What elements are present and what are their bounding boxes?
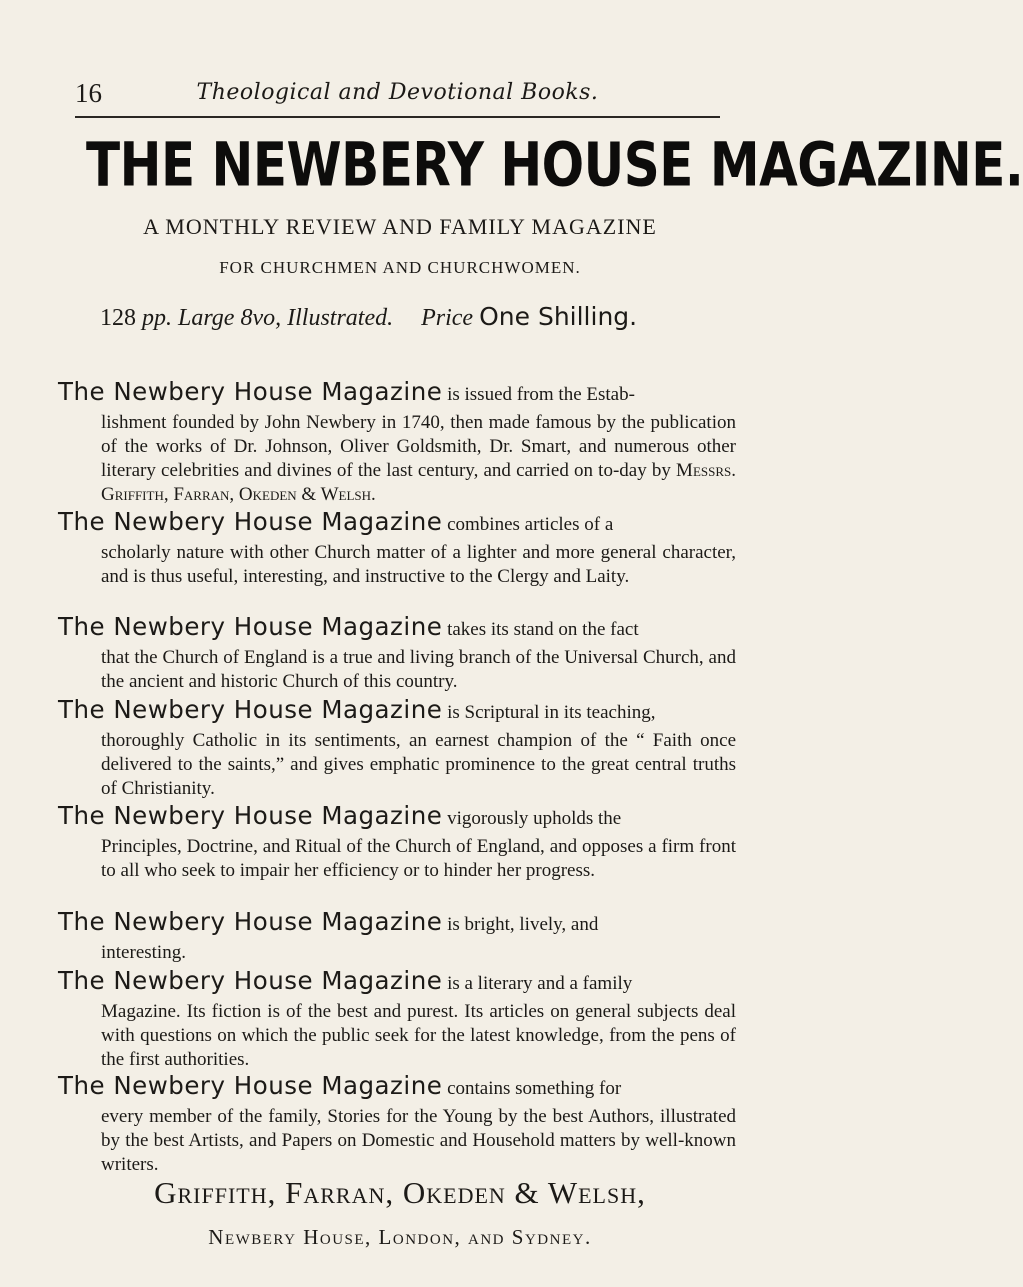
paragraph-text: that the Church of England is a true and living branch of the Universal Church, and the ancient and historic Church of this country. <box>101 647 736 692</box>
paragraph-first-line: is Scriptural in its teaching, <box>447 702 656 723</box>
paragraph-text: thoroughly Catholic in its sentiments, an earnest champion of the “ Faith once delivered to the saints,” and gives emphatic prominence to the great central truths of Christianity. <box>101 730 736 799</box>
paragraph-3 <box>58 611 736 694</box>
paragraph-text: Magazine. Its fiction is of the best and purest. Its articles on general subjects deal with questions on which the public seek for the latest knowledge, from the pens of the first authorities. <box>101 1001 736 1070</box>
paragraph-first-line: is issued from the Estab- <box>447 384 635 405</box>
paragraph-1 <box>58 376 736 507</box>
paragraph-lead: The Newbery House Magazine <box>58 695 443 724</box>
paragraph-8 <box>58 1070 736 1177</box>
paragraph-first-line: contains something for <box>447 1078 622 1099</box>
price-line <box>100 302 637 333</box>
illustrated-label: Illustrated. <box>287 305 394 331</box>
paragraph-first-line: is bright, lively, and <box>447 914 599 935</box>
paragraph-lead: The Newbery House Magazine <box>58 966 443 995</box>
paragraph-6 <box>58 906 736 965</box>
page-count: 128 <box>100 305 136 331</box>
paragraph-text: Principles, Doctrine, and Ritual of the Church of England, and opposes a firm front to all who seek to impair her efficiency or to hinder her progress. <box>101 836 736 881</box>
paragraph-text: scholarly nature with other Church matter of a lighter and more general character, and is thus useful, interesting, and instructive to the Clergy and Laity. <box>101 542 736 587</box>
paragraph-lead: The Newbery House Magazine <box>58 377 443 406</box>
paragraph-lead: The Newbery House Magazine <box>58 1071 443 1100</box>
running-title: Theological and Devotional Books. <box>196 80 599 105</box>
subtitle-line-2: FOR CHURCHMEN AND CHURCHWOMEN. <box>219 258 581 277</box>
paragraph-text: every member of the family, Stories for the Young by the best Authors, illustrated by the best Artists, and Papers on Domestic and Household matters by well-known writers. <box>101 1106 736 1175</box>
price-label: Price <box>421 305 474 331</box>
paragraph-lead: The Newbery House Magazine <box>58 507 443 536</box>
paragraph-lead: The Newbery House Magazine <box>58 907 443 936</box>
price-value: One Shilling. <box>479 302 638 331</box>
pages-abbrev: pp. <box>142 305 172 331</box>
publisher-mention: Messrs. Griffith, Farran, Okeden & Welsh. <box>101 460 736 505</box>
book-format: Large 8vo, <box>178 305 282 331</box>
running-head <box>75 76 720 110</box>
paragraph-5 <box>58 800 736 883</box>
page-number: 16 <box>75 78 102 108</box>
magazine-title: THE NEWBERY HOUSE MAGAZINE. <box>86 129 1023 200</box>
paragraph-4 <box>58 694 736 801</box>
paragraph-text: lishment founded by John Newbery in 1740, then made famous by the publication of the works of Dr. Johnson, Oliver Goldsmith, Dr. Smart, and numerous other literary celebrities and divines of the last century, and carried on to-day by <box>101 412 736 481</box>
paragraph-first-line: is a literary and a family <box>447 973 633 994</box>
publisher-name: Griffith, Farran, Okeden & Welsh, <box>154 1175 646 1210</box>
paragraph-2 <box>58 506 736 589</box>
publisher-address: Newbery House, London, and Sydney. <box>208 1225 592 1249</box>
paragraph-lead: The Newbery House Magazine <box>58 612 443 641</box>
subtitle-line-1: A MONTHLY REVIEW AND FAMILY MAGAZINE <box>143 214 657 239</box>
paragraph-first-line: combines articles of a <box>447 514 614 535</box>
header-rule <box>75 116 720 118</box>
paragraph-first-line: vigorously upholds the <box>447 808 622 829</box>
paragraph-text: interesting. <box>101 942 186 963</box>
paragraph-lead: The Newbery House Magazine <box>58 801 443 830</box>
paragraph-7 <box>58 965 736 1072</box>
paragraph-first-line: takes its stand on the fact <box>447 619 639 640</box>
